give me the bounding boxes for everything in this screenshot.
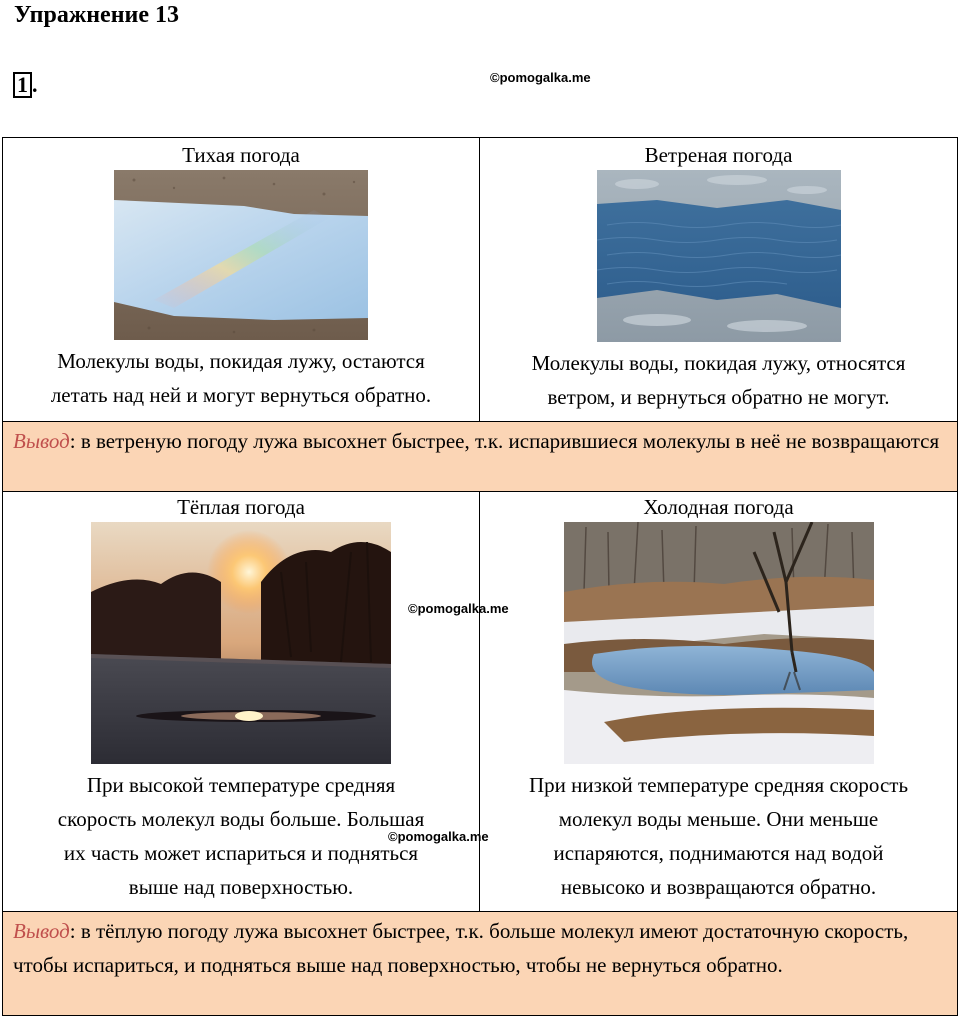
caption-line: Молекулы воды, покидая лужу, остаются bbox=[57, 349, 425, 373]
watermark: ©pomogalka.me bbox=[388, 829, 489, 844]
cold-weather-cell bbox=[480, 492, 958, 912]
cell-title: Ветреная погода bbox=[644, 143, 793, 167]
caption-line: При высокой температуре средняя bbox=[86, 773, 396, 797]
task-number-box: 1 bbox=[13, 72, 32, 98]
table-row bbox=[3, 422, 958, 492]
caption-line: скорость молекул воды больше. Большая bbox=[57, 807, 425, 831]
caption-line: летать над ней и могут вернуться обратно. bbox=[50, 383, 432, 407]
exercise-heading: Упражнение 13 bbox=[14, 2, 180, 28]
caption-line: испаряются, поднимаются над водой bbox=[553, 841, 884, 865]
windy-weather-cell bbox=[480, 138, 958, 422]
experiment-table bbox=[2, 137, 958, 1016]
table-row bbox=[3, 138, 958, 422]
caption-line: ветром, и вернуться обратно не могут. bbox=[547, 385, 890, 409]
watermark: ©pomogalka.me bbox=[490, 70, 591, 85]
conclusion-text: : в тёплую погоду лужа высохнет быстрее, т.к. больше молекул имеют достаточную скорость, чтобы испариться, и подняться выше над поверхностью, чтобы не вернуться обратно. bbox=[13, 919, 909, 977]
caption-line: молекул воды меньше. Они меньше bbox=[558, 807, 879, 831]
cell-title: Холодная погода bbox=[643, 495, 794, 519]
puddle-calm-photo bbox=[114, 170, 368, 340]
conclusion-box bbox=[3, 422, 958, 492]
conclusion-lead: Вывод bbox=[13, 429, 70, 453]
cell-caption bbox=[480, 764, 957, 904]
conclusion-text: : в ветреную погоду лужа высохнет быстрее, т.к. испарившиеся молекулы в неё не возвращаются bbox=[69, 429, 940, 453]
cell-caption bbox=[3, 764, 479, 904]
caption-line: их часть может испариться и подняться bbox=[63, 841, 419, 865]
caption-line: Молекулы воды, покидая лужу, относятся bbox=[531, 351, 906, 375]
cell-title: Тихая погода bbox=[182, 143, 300, 167]
puddle-windy-photo bbox=[597, 170, 841, 342]
conclusion-lead: Вывод bbox=[13, 919, 70, 943]
conclusion-box bbox=[3, 912, 958, 1016]
caption-line: невысоко и возвращаются обратно. bbox=[560, 875, 877, 899]
cell-caption bbox=[3, 340, 479, 412]
caption-line: При низкой температуре средняя скорость bbox=[528, 773, 909, 797]
task-number-suffix: . bbox=[32, 72, 38, 97]
watermark: ©pomogalka.me bbox=[408, 601, 509, 616]
warm-weather-cell bbox=[3, 492, 480, 912]
cell-caption bbox=[480, 342, 957, 414]
cell-title: Тёплая погода bbox=[177, 495, 305, 519]
puddle-warm-photo bbox=[91, 522, 391, 764]
caption-line: выше над поверхностью. bbox=[128, 875, 354, 899]
task-number bbox=[13, 72, 38, 98]
calm-weather-cell bbox=[3, 138, 480, 422]
table-row bbox=[3, 492, 958, 912]
puddle-cold-photo bbox=[564, 522, 874, 764]
table-row bbox=[3, 912, 958, 1016]
